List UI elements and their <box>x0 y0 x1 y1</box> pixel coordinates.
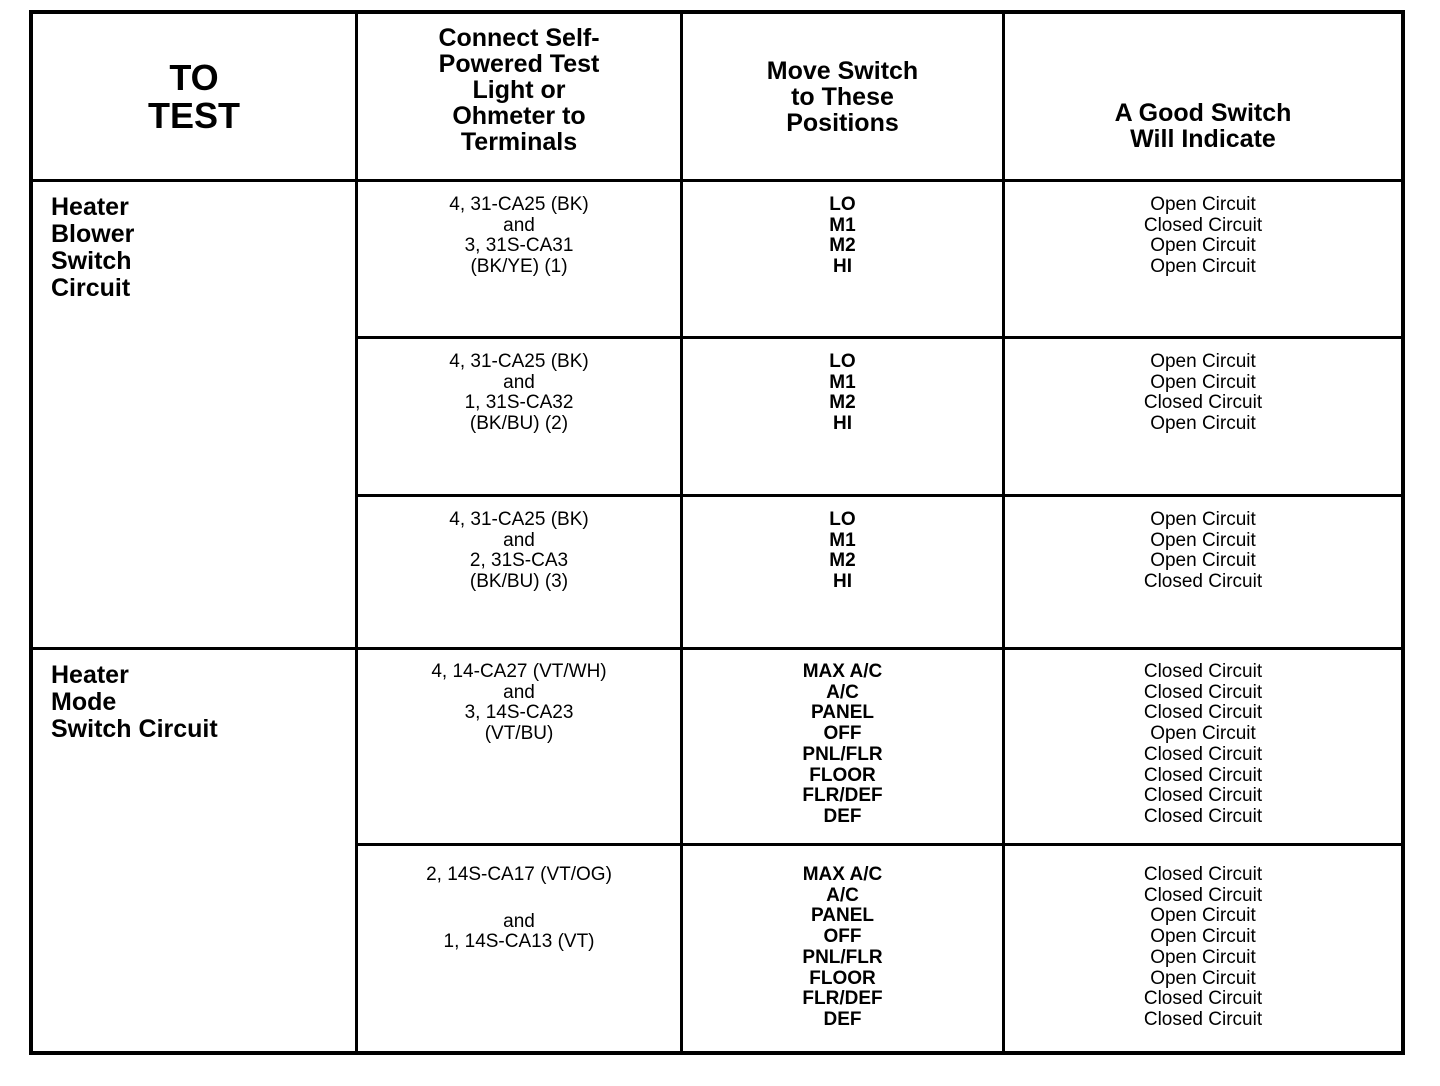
result-item: Open Circuit <box>1150 967 1256 989</box>
header-move-line: to These <box>791 82 894 111</box>
terminals-cell <box>358 650 680 843</box>
header-connect-line: Ohmeter to <box>452 101 586 130</box>
result-item: Open Circuit <box>1150 946 1256 968</box>
position-item: HI <box>833 413 852 435</box>
position-item: LO <box>829 509 856 530</box>
terminals-cell <box>358 182 680 336</box>
result-item: Closed Circuit <box>1143 1008 1263 1030</box>
positions-cell <box>683 846 1002 1051</box>
terminal-line: 4, 31-CA25 (BK) <box>449 351 589 372</box>
position-item: A/C <box>826 884 859 906</box>
terminal-line: (VT/BU) <box>484 722 554 744</box>
position-item: FLOOR <box>809 764 876 786</box>
results-cell <box>1005 182 1401 336</box>
terminal-line: 1, 31S-CA32 <box>464 392 574 413</box>
position-item: MAX A/C <box>802 661 883 682</box>
terminal-line: 4, 31-CA25 (BK) <box>449 509 589 530</box>
result-item: Closed Circuit <box>1143 743 1263 765</box>
result-item: Open Circuit <box>1150 351 1256 372</box>
group-label-line: Blower <box>51 220 135 248</box>
group-label-mode <box>33 650 355 1051</box>
group-label-line: Circuit <box>51 274 131 302</box>
terminals-cell <box>358 846 680 1051</box>
results-cell <box>1005 846 1401 1051</box>
header-to-test-line: TEST <box>147 94 240 136</box>
positions-cell <box>683 182 1002 336</box>
position-item: HI <box>833 571 852 593</box>
result-item: Open Circuit <box>1150 413 1256 435</box>
group-label-line: Heater <box>51 661 129 689</box>
terminal-line: and <box>503 371 535 393</box>
result-item: Open Circuit <box>1150 371 1256 393</box>
header-move-switch <box>683 14 1002 179</box>
header-to-test-line: TO <box>169 56 219 98</box>
header-connect-line: Light or <box>472 75 566 104</box>
terminal-line: 4, 31-CA25 (BK) <box>449 194 589 215</box>
result-item: Open Circuit <box>1150 723 1256 745</box>
result-item: Open Circuit <box>1150 256 1256 278</box>
terminal-line: and <box>503 681 535 703</box>
result-item: Closed Circuit <box>1143 884 1263 906</box>
result-item: Closed Circuit <box>1143 764 1263 786</box>
result-item: Open Circuit <box>1150 905 1256 927</box>
terminals-cell <box>358 339 680 494</box>
position-item: A/C <box>826 681 859 703</box>
group-label-line: Heater <box>51 193 129 221</box>
header-move-line: Move Switch <box>766 56 919 85</box>
position-item: M2 <box>829 235 856 257</box>
result-item: Closed Circuit <box>1143 785 1263 807</box>
result-item: Open Circuit <box>1150 529 1256 551</box>
positions-cell <box>683 650 1002 843</box>
result-item: Closed Circuit <box>1143 864 1263 885</box>
terminal-line: and <box>503 529 535 551</box>
position-item: PNL/FLR <box>802 946 883 968</box>
terminal-line: (BK/BU) (3) <box>469 570 569 592</box>
result-item: Closed Circuit <box>1143 571 1263 593</box>
result-item: Closed Circuit <box>1143 661 1263 682</box>
positions-cell <box>683 497 1002 647</box>
position-item: M2 <box>829 392 856 414</box>
position-item: M1 <box>829 529 856 551</box>
header-to-test <box>33 14 355 179</box>
switch-test-table <box>29 10 1405 1055</box>
position-item: DEF <box>823 1008 862 1030</box>
result-item: Closed Circuit <box>1143 702 1263 724</box>
header-connect-line: Terminals <box>460 127 578 156</box>
position-item: LO <box>829 351 856 372</box>
terminal-line: 3, 14S-CA23 <box>464 702 574 723</box>
position-item: DEF <box>823 805 862 827</box>
result-item: Open Circuit <box>1150 235 1256 257</box>
results-cell <box>1005 650 1401 843</box>
position-item: PANEL <box>811 702 874 724</box>
result-item: Closed Circuit <box>1143 988 1263 1010</box>
results-cell <box>1005 497 1401 647</box>
result-item: Closed Circuit <box>1143 681 1263 703</box>
terminals-cell <box>358 497 680 647</box>
terminal-line: 1, 14S-CA13 (VT) <box>443 931 595 952</box>
position-item: LO <box>829 194 856 215</box>
result-item: Open Circuit <box>1150 509 1256 530</box>
header-connect-line: Connect Self- <box>438 23 600 52</box>
group-label-line: Mode <box>51 688 117 716</box>
results-cell <box>1005 339 1401 494</box>
group-label-line: Switch Circuit <box>51 715 218 743</box>
result-item: Closed Circuit <box>1143 805 1263 827</box>
terminal-line: (BK/BU) (2) <box>469 412 569 434</box>
position-item: M1 <box>829 371 856 393</box>
header-good-line: A Good Switch <box>1114 98 1292 127</box>
result-item: Open Circuit <box>1150 194 1256 215</box>
position-item: PANEL <box>811 905 874 927</box>
terminal-line: 4, 14-CA27 (VT/WH) <box>431 661 607 682</box>
result-item: Closed Circuit <box>1143 214 1263 236</box>
position-item: MAX A/C <box>802 864 883 885</box>
position-item: PNL/FLR <box>802 743 883 765</box>
position-item: OFF <box>823 926 862 948</box>
terminal-line: 2, 31S-CA3 <box>469 550 569 571</box>
position-item: M1 <box>829 214 856 236</box>
position-item: HI <box>833 256 852 278</box>
result-item: Closed Circuit <box>1143 392 1263 414</box>
positions-cell <box>683 339 1002 494</box>
header-connect-terminals <box>358 14 680 179</box>
header-good-line: Will Indicate <box>1130 124 1276 153</box>
position-item: M2 <box>829 550 856 572</box>
terminal-line: and <box>503 910 535 932</box>
header-move-line: Positions <box>786 108 899 137</box>
position-item: OFF <box>823 723 862 745</box>
result-item: Open Circuit <box>1150 550 1256 572</box>
terminal-spacer <box>358 886 680 912</box>
terminal-line: (BK/YE) (1) <box>470 255 568 277</box>
position-item: FLR/DEF <box>802 785 883 807</box>
terminal-line: 2, 14S-CA17 (VT/OG) <box>426 864 612 885</box>
terminal-line: 3, 31S-CA31 <box>464 235 574 256</box>
position-item: FLR/DEF <box>802 988 883 1010</box>
group-label-line: Switch <box>51 247 132 275</box>
header-connect-line: Powered Test <box>438 49 600 78</box>
result-item: Open Circuit <box>1150 926 1256 948</box>
terminal-line: and <box>503 214 535 236</box>
position-item: FLOOR <box>809 967 876 989</box>
group-label-blower <box>33 182 355 647</box>
header-good-switch <box>1005 14 1401 179</box>
